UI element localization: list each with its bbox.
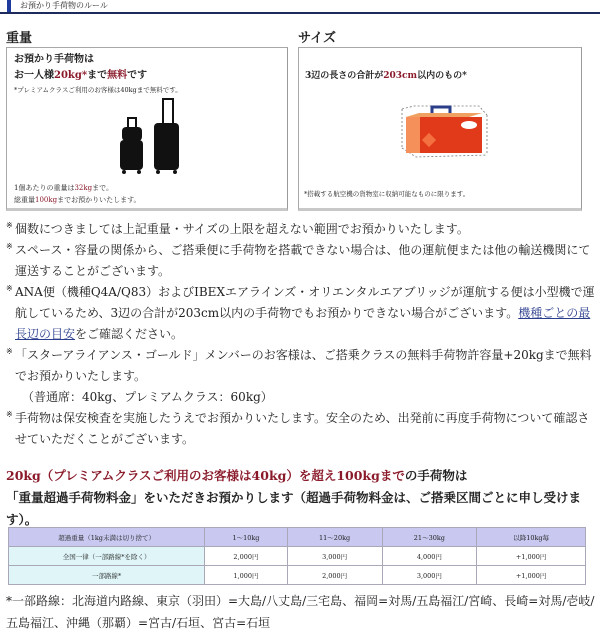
column-header: 1～10kg [205,528,288,547]
size-limit [305,70,467,82]
row-header: 一部路線* [9,566,205,585]
note-item [6,219,596,240]
size-note: *搭載する航空機の貨物室に収納可能なものに限ります。 [304,190,470,198]
text: までお預かりいたします。 [57,196,141,204]
total-value: 100kg [35,196,58,204]
weight-panel [6,47,288,211]
baggage-dimensions-icon [394,103,489,163]
aircraft-size-link[interactable]: 機種ごとの最長辺の目安 [15,306,591,341]
total-limit [14,195,141,205]
text: 以内のもの* [417,71,467,81]
text: まで。 [92,184,113,192]
note-mark: ※ [6,347,13,356]
premium-note: *プレミアムクラスご利用のお客様は40kgまで無料です。 [14,86,182,94]
weight-line-2 [14,69,147,83]
table-row [9,566,586,585]
note-item [6,408,596,450]
note-text: ANA便（機種Q4A/Q83）およびIBEXエアラインズ・オリエンタルエアブリッジが運航する便は小型機で運航しているため、3辺の合計が203cm以内の手荷物でもお預かりできない場合がございます。 [15,285,595,320]
suitcases-icon [119,98,181,178]
size-heading: サイズ [298,31,336,46]
note-mark: ※ [6,242,13,251]
text: 「重量超過手荷物料金」をいただきお預かりします（超過手荷物料金は、ご搭乗区間ごとに申し受けます）。 [6,490,582,527]
note-mark: ※ [6,221,13,230]
note-sub: （普通席：40kg、プレミアムクラス：60kg） [22,390,273,404]
table-cell: 3,000円 [382,566,477,585]
excess-fee-table [8,527,586,585]
note-text: 「スターアライアンス・ゴールド」メンバーのお客様は、ご搭乗クラスの無料手荷物許容量+20kgまで無料でお預かりいたします。 [15,348,592,383]
size-value: 203cm [383,71,418,81]
column-header: 11～20kg [287,528,382,547]
table-cell: 3,000円 [287,547,382,566]
note-text: 手荷物は保安検査を実施したうえでお預かりいたします。安全のため、出発前に再度手荷物について確認させていただくことがございます。 [15,411,590,446]
table-row [9,547,586,566]
table-header-row [9,528,586,547]
text: 1個あたりの重量は [14,184,75,192]
free-allowance: 20kg* [54,70,88,81]
note-mark: ※ [6,410,13,419]
column-header: 以降10kg毎 [477,528,586,547]
weight-line-1: お預かり手荷物は [14,54,94,65]
size-panel [298,47,582,211]
row-header: 全国一律（一部路線*を除く） [9,547,205,566]
text: お一人様 [14,70,54,81]
table-cell: 1,000円 [205,566,288,585]
table-cell: +1,000円 [477,566,586,585]
note-item [6,282,596,345]
note-item [6,240,596,282]
per-item-limit [14,183,113,193]
table-cell: 2,000円 [287,566,382,585]
column-header: 超過重量（1kg未満は切り捨て） [9,528,205,547]
excess-range: 20kg（プレミアムクラスご利用のお客様は40kg）を超え100kgまで [6,468,405,483]
text: の手荷物は [404,468,468,483]
text: 総重量 [14,196,35,204]
note-mark: ※ [6,284,13,293]
per-item-value: 32kg [74,184,93,192]
weight-heading: 重量 [6,31,33,46]
text: まで [87,70,108,81]
header-accent-bar [7,0,11,12]
note-text: スペース・容量の関係から、ご搭乗便に手荷物を搭載できない場合は、他の運航便または他の輸送機関にて運送することがございます。 [15,243,591,278]
free-label: 無料 [107,70,128,81]
column-header: 21～30kg [382,528,477,547]
table-cell: 4,000円 [382,547,477,566]
note-text: 個数につきましては上記重量・サイズの上限を超えない範囲でお預かりいたします。 [15,222,469,236]
table-cell: +1,000円 [477,547,586,566]
table-cell: 2,000円 [205,547,288,566]
text: 3辺の長さの合計が [305,71,384,81]
section-header [0,0,600,14]
notes-list [6,219,596,450]
section-title: お預かり手荷物のルール [20,1,108,10]
note-text: をご確認ください。 [75,327,184,341]
routes-footnote: *一部路線：北海道内路線、東京（羽田）=大島/八丈島/三宅島、福岡=対馬/五島福江/宮崎、長崎=対馬/壱岐/五島福江、沖縄（那覇）=宮古/石垣、宮古=石垣 [6,594,595,630]
excess-baggage-statement [6,465,596,531]
note-item [6,345,596,408]
text: です [127,70,148,81]
